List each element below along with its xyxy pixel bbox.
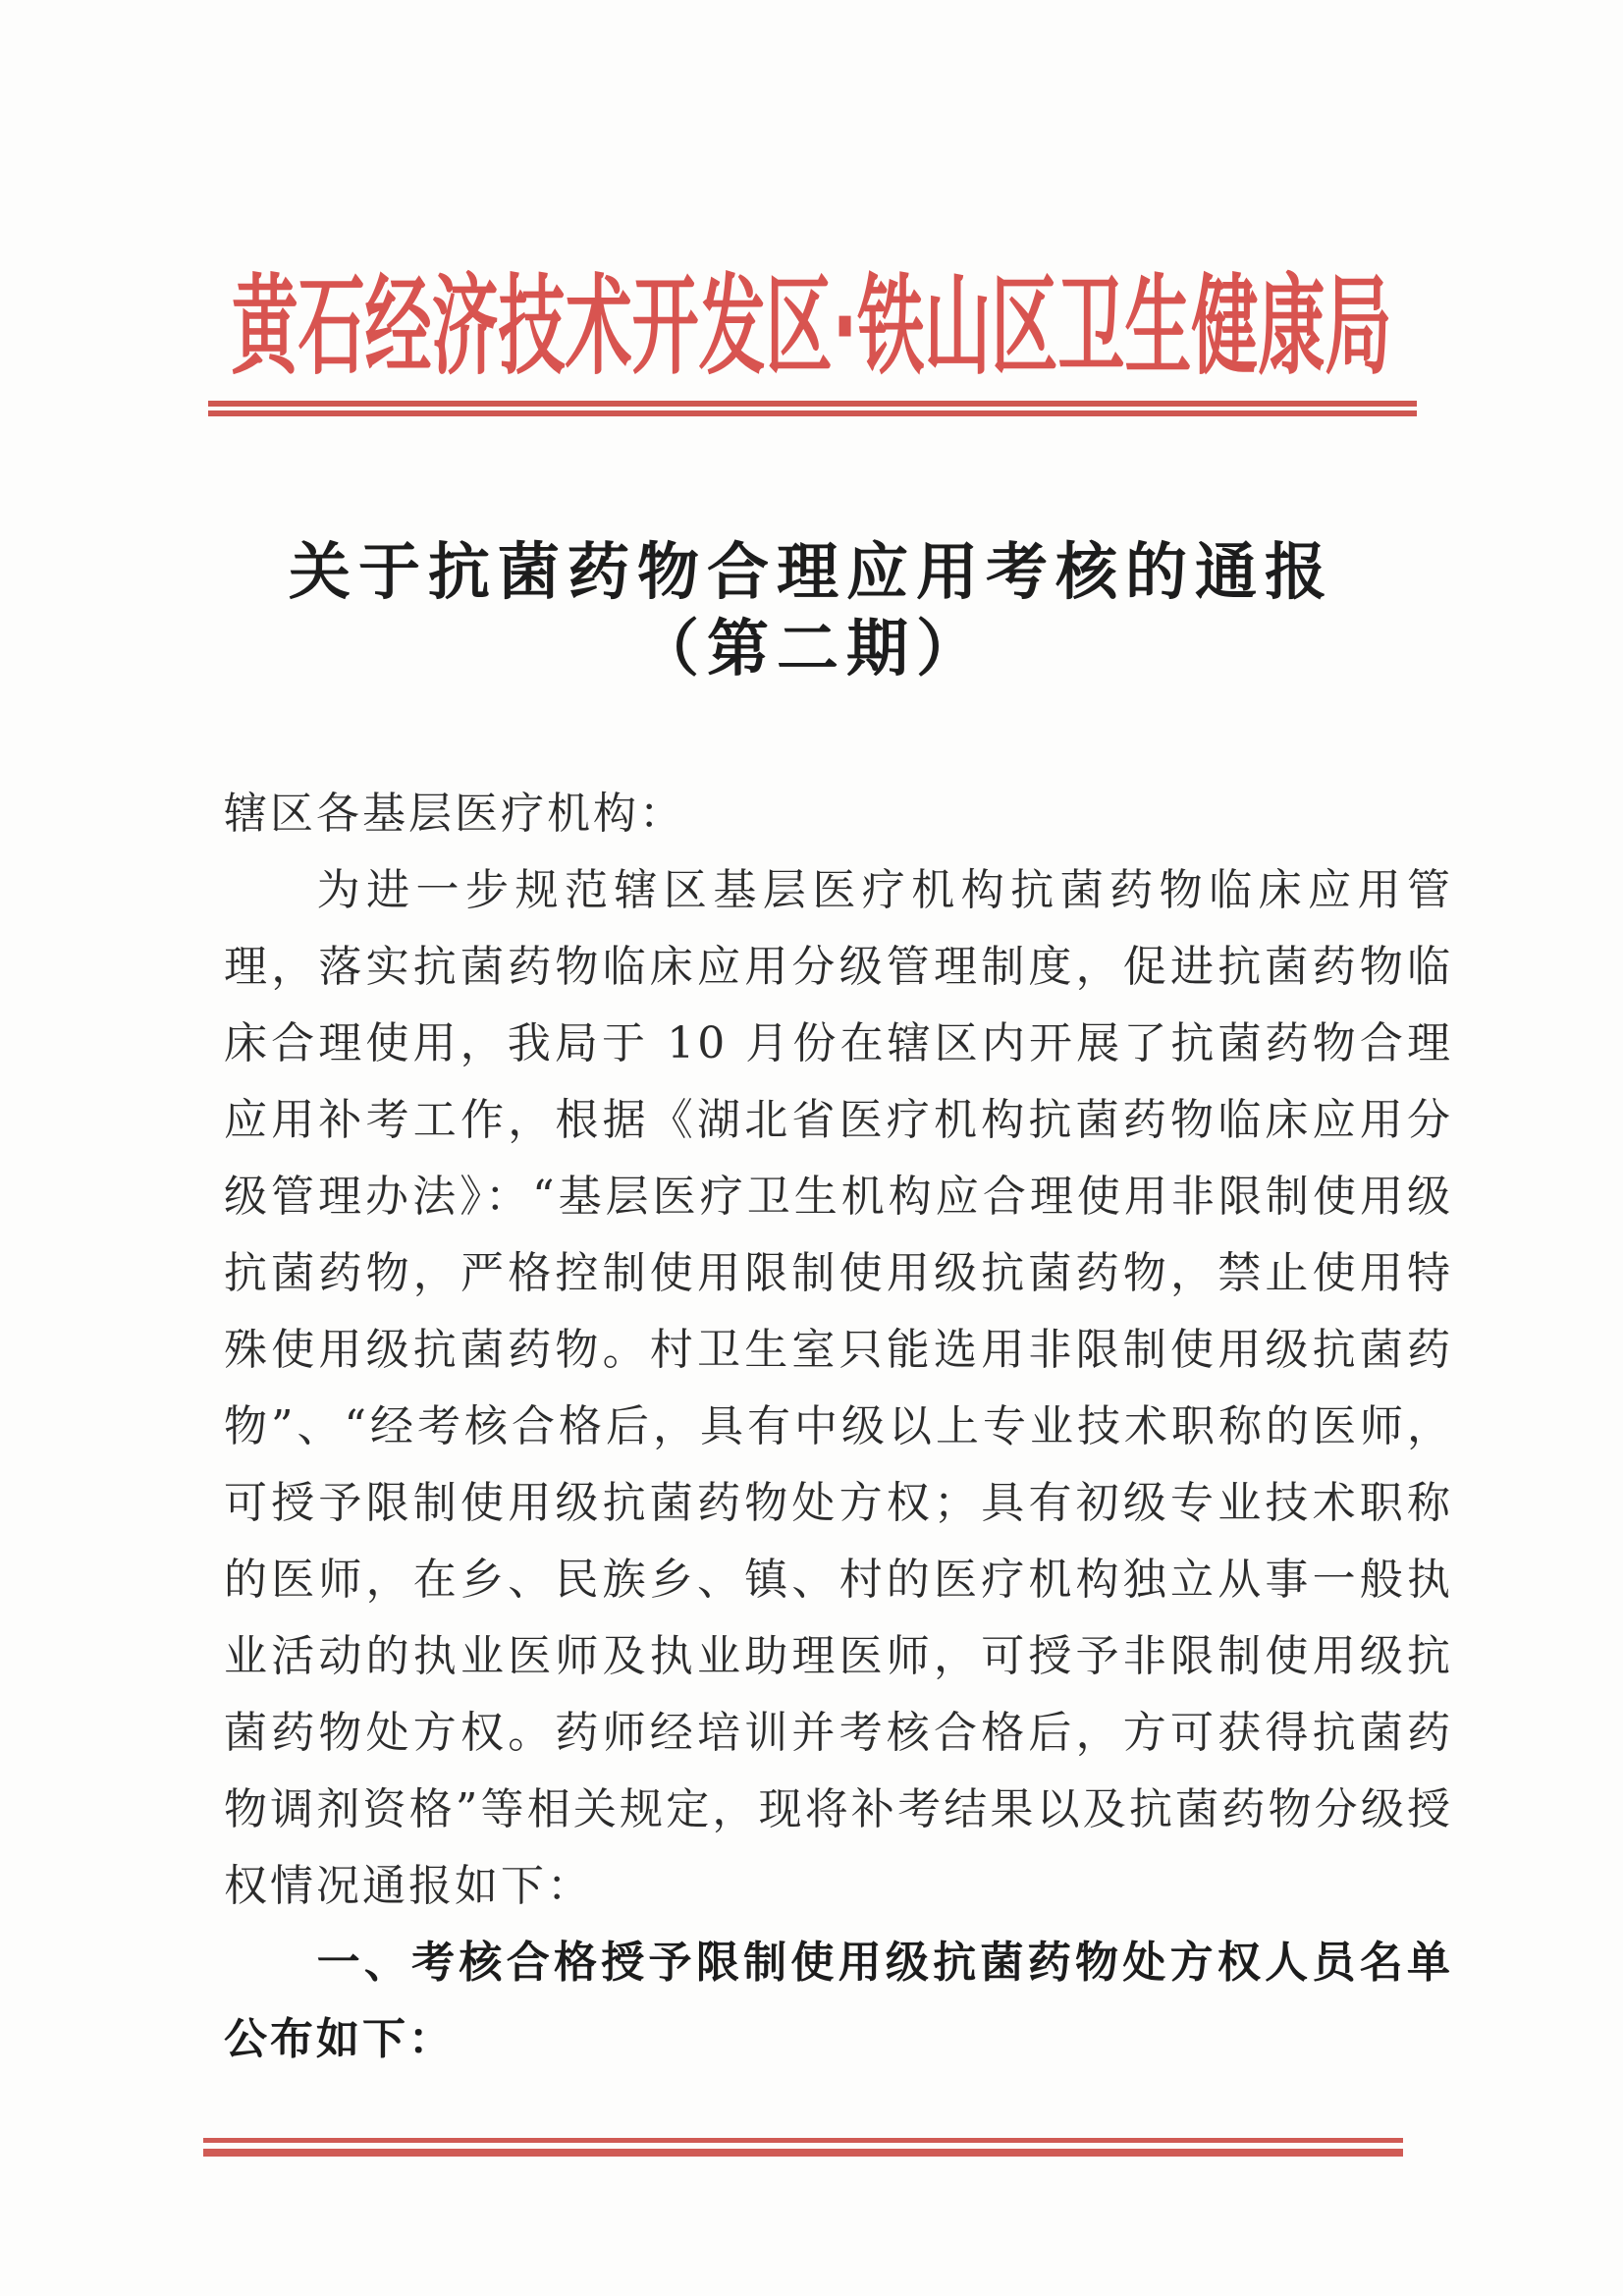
body-paragraph: 为进一步规范辖区基层医疗机构抗菌药物临床应用管理，落实抗菌药物临床应用分级管理制度，促进抗菌药物临床合理使用，我局于 10 月份在辖区内开展了抗菌药物合理应用补考工作，根据《湖北省医疗机构抗菌药物临床应用分级管理办法》：“基层医疗卫生机构应合理使用非限制使用级抗菌药物，严格控制使用限制使用级抗菌药物，禁止使用特殊使用级抗菌药物。村卫生室只能选用非限制使用级抗菌药物”、“经考核合格后，具有中级以上专业技术职称的医师，可授予限制使用级抗菌药物处方权；具有初级专业技术职称的医师，在乡、民族乡、镇、村的医疗机构独立从事一般执业活动的执业医师及执业助理医师，可授予非限制使用级抗菌药物处方权。药师经培训并考核合格后，方可获得抗菌药物调剂资格”等相关规定，现将补考结果以及抗菌药物分级授权情况通报如下： <box>224 865 1453 1911</box>
document-title-line1: 关于抗菌药物合理应用考核的通报 <box>289 535 1334 608</box>
document-title <box>98 533 1525 686</box>
footer-double-rule <box>203 2138 1403 2157</box>
red-header-agency-name: 黄石经济技术开发区·铁山区卫生健康局 <box>231 265 1392 392</box>
document-body <box>224 776 1453 2078</box>
document-title-line2: （第二期） <box>637 612 986 684</box>
header-double-rule <box>208 401 1417 416</box>
salutation-line: 辖区各基层医疗机构： <box>224 789 685 839</box>
section-one-heading: 一、考核合格授予限制使用级抗菌药物处方权人员名单公布如下： <box>224 1938 1453 2064</box>
